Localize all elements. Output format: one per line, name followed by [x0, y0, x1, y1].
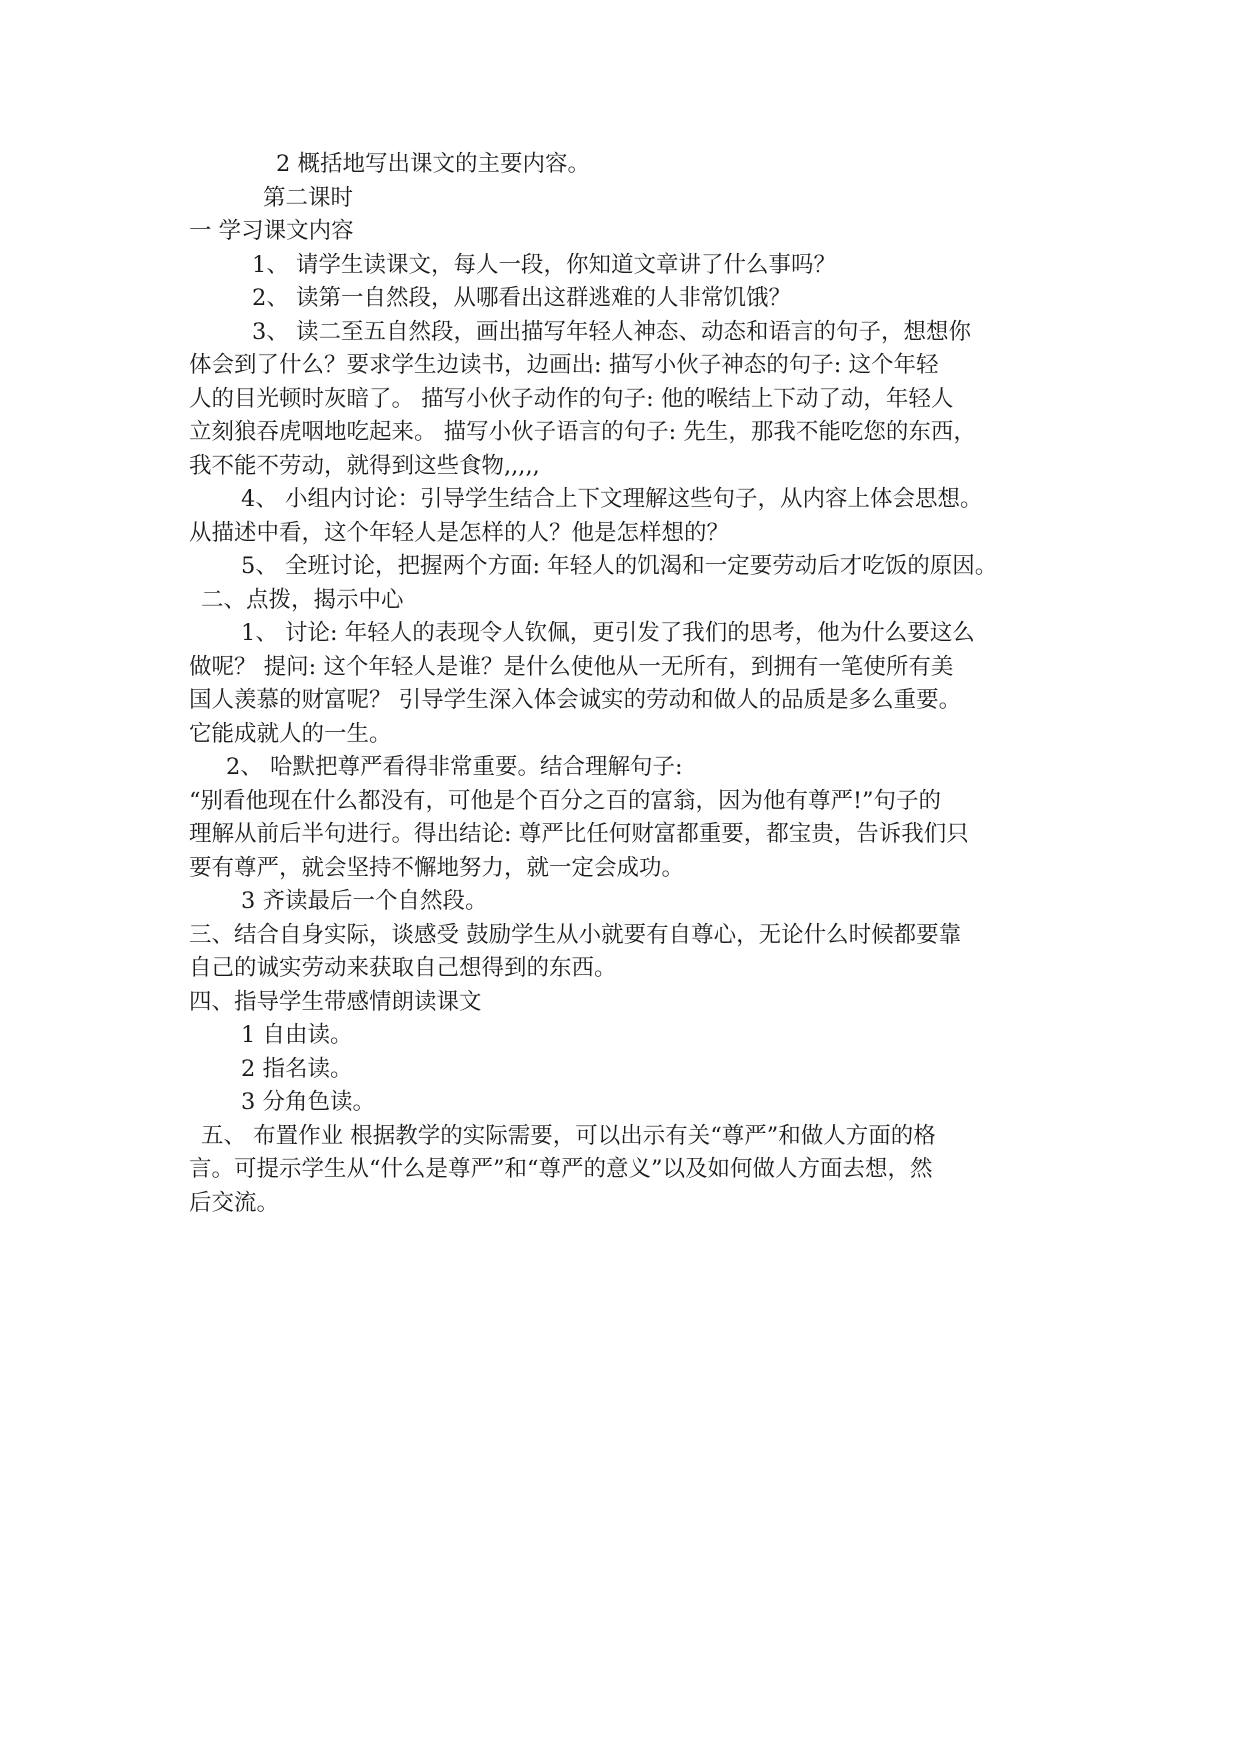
text-line: 国人羡慕的财富呢？ 引导学生深入体会诚实的劳动和做人的品质是多么重要。: [189, 687, 962, 713]
text-line: 1 自由读。: [241, 1022, 353, 1048]
text-line: 一 学习课文内容: [189, 218, 354, 244]
text-line: 2、 哈默把尊严看得非常重要。结合理解句子:: [226, 754, 683, 780]
text-line: 1、 讨论: 年轻人的表现令人钦佩，更引发了我们的思考，他为什么要这么: [241, 620, 975, 646]
text-line: 自己的诚实劳动来获取自己想得到的东西。: [189, 955, 617, 981]
document-body: [189, 148, 1069, 1220]
text-line: 做呢？ 提问: 这个年轻人是谁？是什么使他从一无所有，到拥有一笔使所有美: [189, 653, 954, 680]
text-line: 它能成就人的一生。: [189, 720, 392, 747]
text-line: 要有尊严，就会坚持不懈地努力，就一定会成功。: [189, 854, 685, 881]
text-line: 3 分角色读。: [241, 1089, 375, 1115]
text-line: 我不能不劳动，就得到这些食物,,,,,: [189, 452, 540, 479]
text-line: 从描述中看，这个年轻人是怎样的人？他是怎样想的？: [189, 519, 730, 546]
text-line: 2 概括地写出课文的主要内容。: [276, 151, 590, 177]
text-line: 2、 读第一自然段，从哪看出这群逃难的人非常饥饿？: [252, 285, 791, 311]
text-line: 第二课时: [263, 184, 354, 211]
text-line: 3、 读二至五自然段，画出描写年轻人神态、动态和语言的句子，想想你: [252, 318, 971, 345]
text-line: 体会到了什么？要求学生边读书，边画出: 描写小伙子神态的句子: 这个年轻: [189, 352, 939, 378]
text-line: 人的目光顿时灰暗了。 描写小伙子动作的句子: 他的喉结上下动了动，年轻人: [189, 385, 954, 412]
text-line: 二、点拨，揭示中心: [201, 586, 404, 613]
text-line: 1、 请学生读课文，每人一段，你知道文章讲了什么事吗？: [252, 251, 836, 278]
text-line: 理解从前后半句进行。得出结论: 尊严比任何财富都重要，都宝贵，告诉我们只: [189, 821, 969, 847]
text-line: 三、结合自身实际，谈感受 鼓励学生从小就要有自尊心，无论什么时候都要靠: [189, 921, 962, 948]
text-line: 立刻狼吞虎咽地吃起来。 描写小伙子语言的句子: 先生，那我不能吃您的东西，: [189, 419, 976, 445]
text-line: 五、 布置作业 根据教学的实际需要，可以出示有关“尊严”和做人方面的格: [201, 1122, 936, 1149]
text-line: 四、指导学生带感情朗读课文: [189, 988, 482, 1015]
text-line: 后交流。: [189, 1189, 280, 1216]
text-line: 言。可提示学生从“什么是尊严”和“尊严的意义”以及如何做人方面去想，然: [189, 1156, 933, 1182]
text-line: 5、 全班讨论，把握两个方面: 年轻人的饥渴和一定要劳动后才吃饭的原因。: [241, 553, 998, 579]
text-line: 4、 小组内讨论：引导学生结合上下文理解这些句子，从内容上体会思想。: [241, 486, 983, 512]
text-line: 3 齐读最后一个自然段。: [241, 888, 488, 914]
text-line: “别看他现在什么都没有，可他是个百分之百的富翁，因为他有尊严!”句子的: [189, 787, 942, 814]
text-line: 2 指名读。: [241, 1055, 353, 1082]
